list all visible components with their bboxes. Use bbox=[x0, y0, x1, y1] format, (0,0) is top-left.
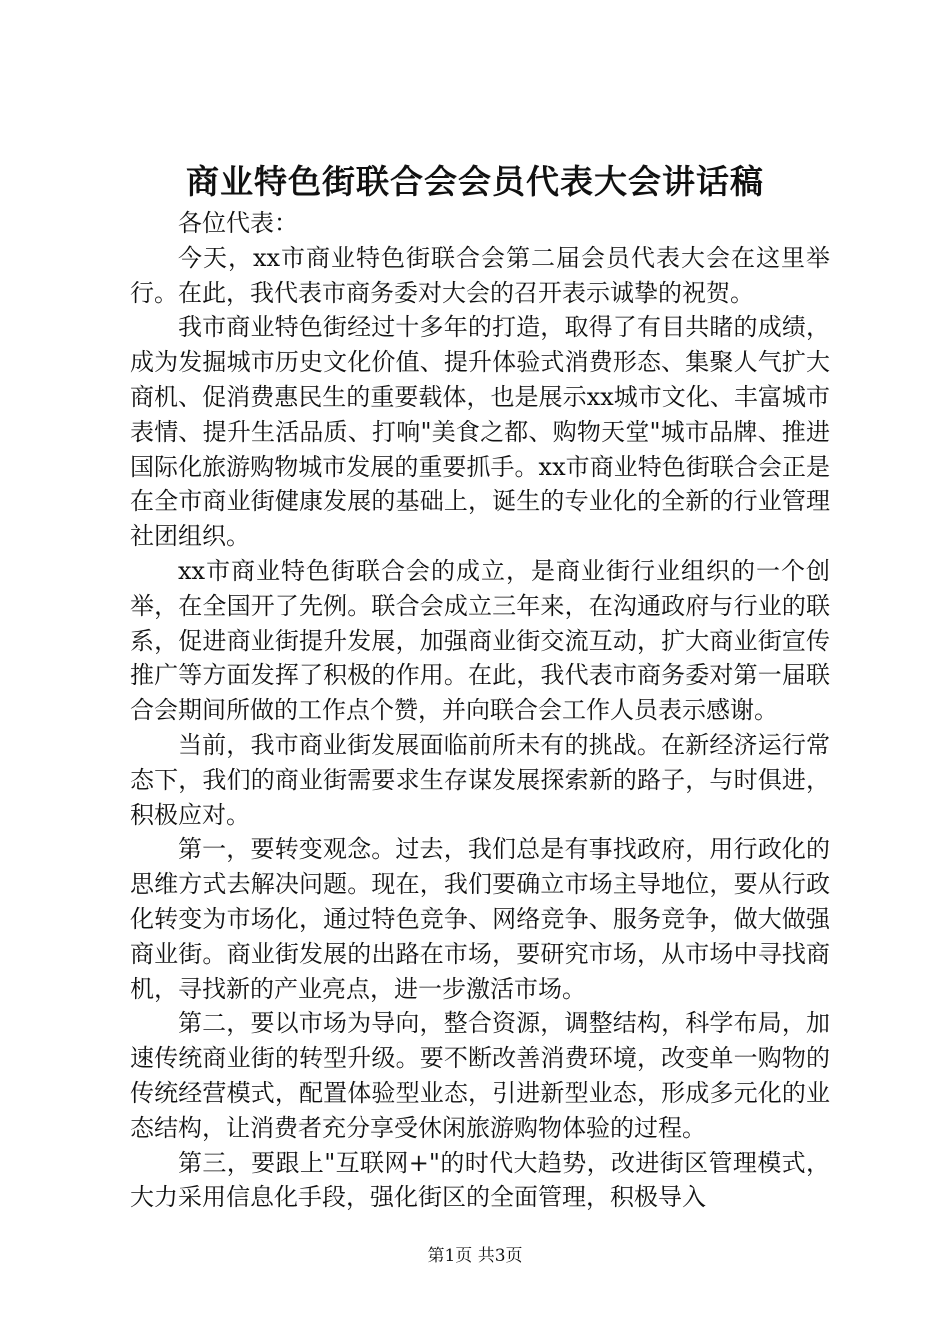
paragraph: 第一，要转变观念。过去，我们总是有事找政府，用行政化的思维方式去解决问题。现在，我们要确立市场主导地位，要从行政化转变为市场化，通过特色竞争、网络竞争、服务竞争，做大做强商业街。商业街发展的出路在市场，要研究市场，从市场中寻找商机，寻找新的产业亮点，进一步激活市场。 bbox=[130, 835, 830, 1003]
paragraph: 当前，我市商业街发展面临前所未有的挑战。在新经济运行常态下，我们的商业街需要求生存谋发展探索新的路子，与时俱进，积极应对。 bbox=[130, 730, 830, 829]
page-number-footer: 第1页 共3页 bbox=[427, 1246, 523, 1266]
paragraph: xx市商业特色街联合会的成立，是商业街行业组织的一个创举，在全国开了先例。联合会成立三年来，在沟通政府与行业的联系，促进商业街提升发展，加强商业街交流互动，扩大商业街宣传推广等方面发挥了积极的作用。在此，我代表市商务委对第一届联合会期间所做的工作点个赞，并向联合会工作人员表示感谢。 bbox=[130, 556, 830, 725]
paragraph: 第二，要以市场为导向，整合资源，调整结构，科学布局，加速传统商业街的转型升级。要不断改善消费环境，改变单一购物的传统经营模式，配置体验型业态，引进新型业态，形成多元化的业态结构，让消费者充分享受休闲旅游购物体验的过程。 bbox=[130, 1009, 830, 1142]
paragraph-salutation: 各位代表： bbox=[178, 209, 298, 237]
paragraph: 今天，xx市商业特色街联合会第二届会员代表大会在这里举行。在此，我代表市商务委对大会的召开表示诚挚的祝贺。 bbox=[130, 243, 830, 307]
document-title: 商业特色街联合会会员代表大会讲话稿 bbox=[186, 162, 764, 201]
document-body bbox=[130, 206, 830, 1215]
paragraph: 第三，要跟上"互联网+"的时代大趋势，改进街区管理模式，大力采用信息化手段，强化街区的全面管理，积极导入 bbox=[130, 1148, 830, 1212]
paragraph: 我市商业特色街经过十多年的打造，取得了有目共睹的成绩，成为发掘城市历史文化价值、提升体验式消费形态、集聚人气扩大商机、促消费惠民生的重要载体，也是展示xx城市文化、丰富城市表情、提升生活品质、打响"美食之都、购物天堂"城市品牌、推进国际化旅游购物城市发展的重要抓手。xx市商业特色街联合会正是在全市商业街健康发展的基础上，诞生的专业化的全新的行业管理社团组织。 bbox=[130, 313, 830, 551]
